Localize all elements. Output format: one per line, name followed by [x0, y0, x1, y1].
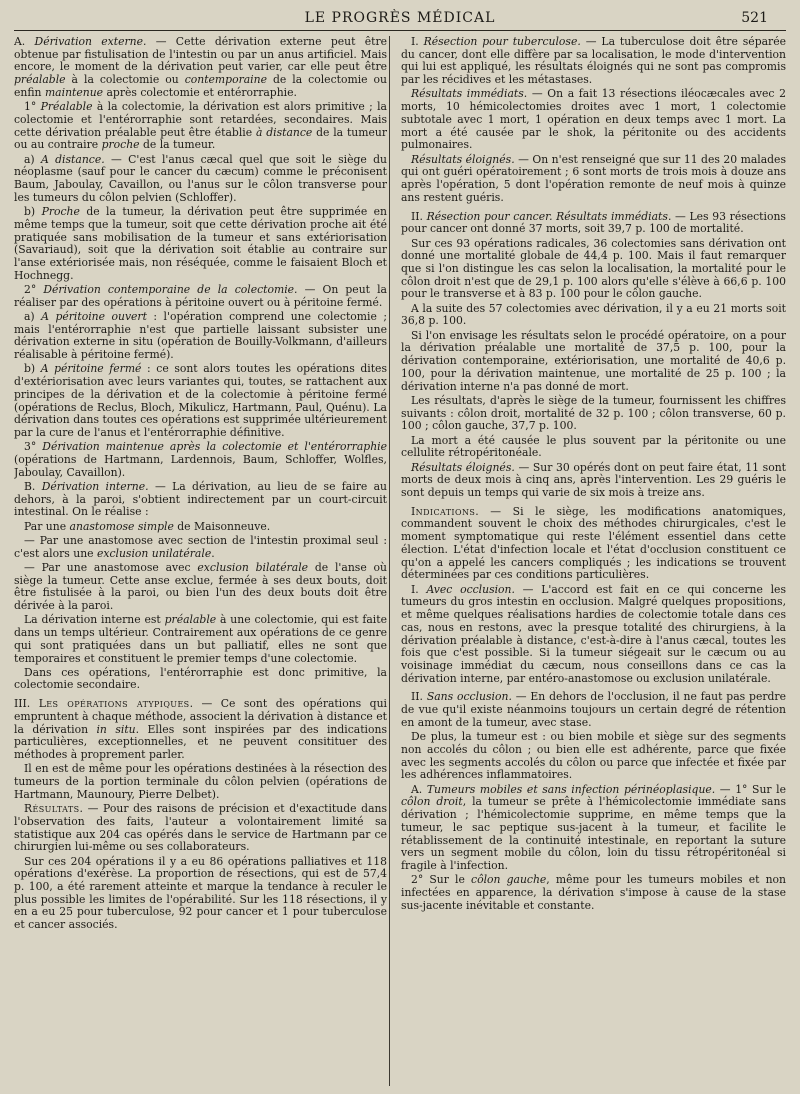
text-run: à la colectomie ou: [65, 73, 185, 87]
text-run: . — Ce sont des opérations qui empruntent à chaque méthode, associent la dérivation à distance et la dérivation: [14, 697, 387, 736]
text-run: 3°: [24, 440, 43, 454]
right-paragraph: [401, 584, 786, 686]
right-paragraph: [401, 691, 786, 729]
text-run: Par une: [24, 519, 70, 533]
text-run: 2° Sur le: [411, 873, 472, 887]
text-run: Sans occlusion.: [426, 690, 512, 704]
text-run: II.: [411, 690, 427, 704]
text-run: La mort a été causée le plus souvent par la péritonite ou une cellulite rétropéritonéale.: [401, 433, 786, 460]
text-run: — Cette dérivation externe peut être obtenue par fistulisation de l'intestin ou par un anus artificiel. Mais encore, le moment de la dérivation peut varier, car elle peut être: [14, 36, 387, 74]
left-paragraph: [14, 535, 387, 560]
text-run: Les opérations atypiques: [38, 697, 190, 711]
text-run: in situ: [96, 722, 136, 736]
text-run: à distance: [255, 125, 313, 139]
text-run: — La tuberculose doit être séparée du cancer, dont elle diffère par sa localisation, le mode d'intervention qui lui est appliqué, les résultats éloignés qui ne sont pas compromis par les récidives et les métastases.: [401, 36, 786, 87]
text-run: — On n'est renseigné que sur 11 des 20 malades qui ont guéri opératoirement ; 6 sont morts de trois mois à douze ans après l'opération, 5 dont l'opération remonte de neuf mois à quinze ans restent guéris.: [401, 152, 786, 204]
text-run: A.: [411, 782, 427, 796]
text-run: A péritoine fermé: [40, 362, 142, 376]
text-run: a): [24, 309, 42, 323]
text-run: de l'anse où siège la tumeur. Cette anse exclue, fermée à ses deux bouts, doit être fistulisée à la paroi, ou bien l'un des deux bouts doit être dérivée à la paroi.: [14, 560, 387, 613]
journal-title: LE PROGRÈS MÉDICAL: [304, 10, 496, 26]
text-run: De plus, la tumeur est : ou bien mobile et siège sur des segments non accolés du côlon ; ou bien elle est adhérente, parce que fixée avec les segments accolés du côlon ou parce que infectée et fixée par les adhérences inflammatoires.: [401, 730, 786, 782]
text-run: 1°: [24, 100, 41, 114]
left-column: [14, 36, 387, 1086]
text-run: Si l'on envisage les résultats selon le procédé opératoire, on a pour la dérivation préalable une mortalité de 37,5 p. 100, pour la dérivation contemporaine, extériorisation, une mortalité de 40,6 p. 100, pour la dérivation maintenue, une mortalité de 25 p. 100 ; la dérivation interne n'a pas donné de mort.: [401, 328, 786, 393]
left-paragraph: [14, 481, 387, 519]
left-paragraph: [14, 101, 387, 152]
left-paragraph: [14, 614, 387, 665]
text-run: — Par une anastomose avec section de l'intestin proximal seul : c'est alors une: [14, 533, 387, 560]
right-paragraph: [401, 303, 786, 328]
text-run: La dérivation interne est: [24, 613, 165, 627]
text-run: A.: [14, 36, 35, 48]
left-paragraph: [14, 206, 387, 282]
text-run: Résultats éloignés.: [411, 460, 515, 474]
text-run: préalable: [14, 73, 66, 87]
text-run: Il en est de même pour les opérations destinées à la résection des tumeurs de la portion terminale du côlon pelvien (opérations de Hartmann, Maunoury, Pierre Delbet).: [14, 762, 387, 801]
text-run: contemporaine: [184, 73, 267, 87]
text-run: Avec occlusion.: [426, 582, 515, 596]
left-paragraph: [14, 154, 387, 205]
text-run: Indications: [411, 504, 476, 518]
text-run: préalable: [164, 613, 217, 627]
text-run: à une colectomie, qui est faite dans un temps ultérieur. Contrairement aux opérations de ce genre qui sont pratiquées dans un but palliatif, elles ne sont que temporaires et constituent le premier temps d'une colectomie.: [14, 613, 387, 665]
right-paragraph: [401, 36, 786, 87]
text-run: A distance.: [41, 152, 105, 166]
text-run: de Maisonneuve.: [173, 519, 271, 533]
left-paragraph: [14, 698, 387, 762]
text-run: Dérivation interne.: [41, 479, 149, 493]
text-run: — L'accord est fait en ce qui concerne les tumeurs du gros intestin en occlusion. Malgré quelques propositions, et même quelques réalisations hardies de colectomie totale dans ces cas, nous en restons, avec la presque totalité des chirurgiens, à la dérivation préalable à distance, c'est-à-dire à l'anus cæcal, toutes les fois que c'est possible. Si la tumeur siégeait sur le cæcum ou au voisinage immédiat du cæcum, nous conseillons dans ce cas la dérivation interne, par entéro-anastomose ou exclusion unilatérale.: [401, 582, 786, 685]
text-run: II.: [411, 209, 427, 223]
left-paragraph: [14, 441, 387, 479]
text-run: b): [24, 362, 41, 376]
text-run: exclusion unilatérale: [96, 546, 212, 560]
text-run: Dérivation externe.: [34, 36, 147, 48]
text-run: Dérivation contemporaine de la colectomie.: [43, 282, 298, 296]
column-divider: [389, 36, 390, 1086]
text-run: Sur ces 204 opérations il y a eu 86 opérations palliatives et 118 opérations d'exérèse. La proportion de résections, qui est de 57,4 p. 100, a été rarement atteinte et marque la tendance à reculer le plus possible les limites de l'opérabilité. Sur les 118 résections, il y en a eu 25 pour tuberculose, 92 pour cancer et 1 pour tuberculose et cancer associés.: [14, 854, 387, 932]
text-run: Résultats: [24, 802, 80, 816]
text-run: maintenue: [44, 85, 104, 99]
text-run: — C'est l'anus cæcal quel que soit le siège du néoplasme (sauf pour le cancer du cæcum) comme le préconisent Baum, Jaboulay, Cavaillon, ou l'anus sur le côlon transverse pour les tumeurs du côlon pelvien (Schloffer).: [14, 152, 387, 204]
text-run: . — Si le siège, les modifications anatomiques, commandent souvent le choix des méthodes chirurgicales, c'est le moment symptomatique qui reste l'élément essentiel dans cette élection. L'état d'infection locale et l'état d'occlusion constituent ce qu'on a appelé les cancers compliqués ; les indications se trouvent déterminées par ces conditions particulières.: [401, 504, 786, 582]
left-paragraph: [14, 284, 387, 309]
text-run: de la colectomie ou enfin: [14, 73, 387, 99]
left-paragraph: [14, 667, 387, 692]
text-run: 2°: [24, 282, 44, 296]
text-run: Les résultats, d'après le siège de la tumeur, fournissent les chiffres suivants : côlon droit, mortalité de 32 p. 100 ; côlon transverse, 60 p. 100 ; côlon gauche, 37,7 p. 100.: [401, 393, 786, 433]
right-paragraph: [401, 784, 786, 873]
text-run: Dérivation maintenue après la colectomie et l'entérorraphie: [42, 440, 387, 454]
right-paragraph: [401, 435, 786, 460]
text-run: — Par une anastomose avec: [24, 560, 198, 574]
text-run: — En dehors de l'occlusion, il ne faut pas perdre de vue qu'il existe néanmoins toujours un certain degré de rétention en amont de la tumeur, avec stase.: [401, 690, 786, 729]
text-run: après colectomie et entérorraphie.: [103, 85, 297, 99]
text-run: Résection pour cancer. Résultats immédiats.: [426, 209, 672, 223]
text-run: a): [24, 152, 41, 166]
text-run: — Sur 30 opérés dont on peut faire état, 11 sont morts de deux mois à cinq ans, après l'intervention. Les 29 guéris le sont depuis un temps qui varie de six mois à treize ans.: [401, 460, 786, 499]
left-paragraph: [14, 856, 387, 932]
right-paragraph: [401, 874, 786, 912]
left-paragraph: [14, 763, 387, 801]
left-paragraph: [14, 521, 387, 534]
text-run: à la colectomie, la dérivation est alors primitive ; la colectomie et l'entérorraphie sont retardées, secondaires. Mais cette dérivation préalable peut être établie: [14, 100, 387, 139]
text-run: — Les 93 résections pour cancer ont donné 37 morts, soit 39,7 p. 100 de mortalité.: [401, 209, 786, 236]
text-run: : l'opération comprend une colectomie ; mais l'entérorraphie n'est que partielle laissant subsister une dérivation externe in situ (opération de Bouilly-Volkmann, d'ailleurs réalisable à péritoine fermé).: [14, 309, 387, 362]
right-paragraph: [401, 211, 786, 236]
text-run: . Elles sont inspirées par des indications particulières, exceptionnelles, et ne peuvent consitituer des méthodes à proprement parler.: [14, 722, 387, 762]
text-run: Proche: [41, 205, 80, 219]
text-run: . — Pour des raisons de précision et d'exactitude dans l'observation des faits, l'auteur a volontairement limité sa statistique aux 204 cas opérés dans le service de Hartmann par ce chirurgien lui-même ou ses collaborateurs.: [14, 802, 387, 854]
text-run: .: [211, 546, 215, 560]
left-paragraph: [14, 363, 387, 439]
text-run: Dans ces opérations, l'entérorraphie est donc primitive, la colectomie secondaire.: [14, 665, 387, 692]
text-run: proche: [101, 138, 140, 152]
text-run: B.: [24, 479, 42, 493]
text-run: exclusion bilatérale: [197, 560, 309, 574]
text-run: , même pour les tumeurs mobiles et non infectées en apparence, la dérivation s'impose à cause de la stase sus-jacente inévitable et constante.: [401, 873, 786, 912]
text-run: de la tumeur.: [139, 138, 216, 152]
text-run: Résultats immédiats.: [411, 87, 528, 101]
text-run: Tumeurs mobiles et sans infection périnéoplasique.: [426, 782, 716, 796]
text-run: , la tumeur se prête à l'hémicolectomie immédiate sans dérivation ; l'hémicolectomie supprime, en même temps que la tumeur, le sac peptique sus-jacent à la tumeur, et facilite le rétablissement de la continuité intestinale, en reportant la suture vers un segment mobile du côlon, loin du tissu rétropéritonéal si fragile à l'infection.: [401, 795, 786, 873]
right-paragraph: [401, 506, 786, 582]
text-run: I.: [411, 36, 424, 48]
text-run: (opérations de Hartmann, Lardennois, Baum, Schloffer, Wolfles, Jaboulay, Cavaillon).: [14, 453, 387, 479]
text-run: anastomose simple: [69, 519, 174, 533]
left-paragraph: [14, 36, 387, 100]
right-paragraph: [401, 88, 786, 152]
text-run: I.: [411, 582, 427, 596]
text-run: b): [24, 205, 42, 219]
text-run: A la suite des 57 colectomies avec dérivation, il y a eu 21 morts soit 36,8 p. 100.: [401, 301, 786, 328]
text-run: de la tumeur, la dérivation peut être supprimée en même temps que la tumeur, soit que cette dérivation proche ait été pratiquée sans mobilisation de la tumeur et sans extériorisation (Savariaud), soit que la dérivation soit établie au contraire sur l'anse extériorisée mais, non réséquée, comme le faisaient Bloch et Hochnegg.: [14, 205, 387, 282]
text-run: III.: [14, 697, 39, 711]
right-paragraph: [401, 330, 786, 394]
left-paragraph: [14, 562, 387, 613]
text-run: Préalable: [40, 100, 93, 114]
right-paragraph: [401, 731, 786, 782]
header-rule: [14, 30, 786, 31]
right-column: [401, 36, 786, 1086]
text-run: — On a fait 13 résections iléocæcales avec 2 morts, 10 hémicolectomies droites avec 1 mort, 1 colectomie subtotale avec 1 mort, 1 opération en deux temps avec 1 mort. La mort a été causée par le shok, la péritonite ou des accidents pulmonaires.: [401, 87, 786, 152]
right-paragraph: [401, 238, 786, 302]
right-paragraph: [401, 462, 786, 500]
text-run: — 1° Sur le: [715, 782, 786, 796]
text-run: A péritoine ouvert: [41, 309, 147, 323]
text-run: de la tumeur ou au contraire: [14, 125, 387, 152]
page-header: [0, 0, 800, 34]
text-run: : ce sont alors toutes les opérations dites d'extériorisation avec leurs variantes qui, toutes, se rattachent aux principes de la dérivation et de la colectomie à péritoine fermé (opérations de Reclus, Bloch, Mikulicz, Hartmann, Paul, Quénu). La dérivation dans toutes ces opérations est supprimée ultérieurement par la cure de l'anus et l'entérorraphie définitive.: [14, 362, 387, 440]
text-run: côlon gauche: [471, 873, 547, 887]
right-paragraph: [401, 154, 786, 205]
text-run: Résection pour tuberculose.: [423, 36, 581, 48]
left-paragraph: [14, 803, 387, 854]
text-run: — La dérivation, au lieu de se faire au dehors, à la paroi, s'obtient indirectement par un court-circuit intestinal. On le réalise :: [14, 479, 387, 519]
text-run: Sur ces 93 opérations radicales, 36 colectomies sans dérivation ont donné une mortalité globale de 44,4 p. 100. Mais il faut remarquer que si l'on distingue les cas selon la localisation, la mortalité pour le côlon droit n'est que de 29,1 p. 100 alors qu'elle s'élève à 66,6 p. 100 pour le transverse et à 83 p. 100 pour le côlon gauche.: [401, 236, 786, 301]
page-number: 521: [741, 10, 768, 26]
text-run: côlon droit: [401, 795, 463, 809]
right-paragraph: [401, 395, 786, 433]
text-run: — On peut la réaliser par des opérations à péritoine ouvert ou à péritoine fermé.: [14, 282, 387, 309]
text-run: Résultats éloignés.: [411, 152, 515, 166]
left-paragraph: [14, 311, 387, 362]
